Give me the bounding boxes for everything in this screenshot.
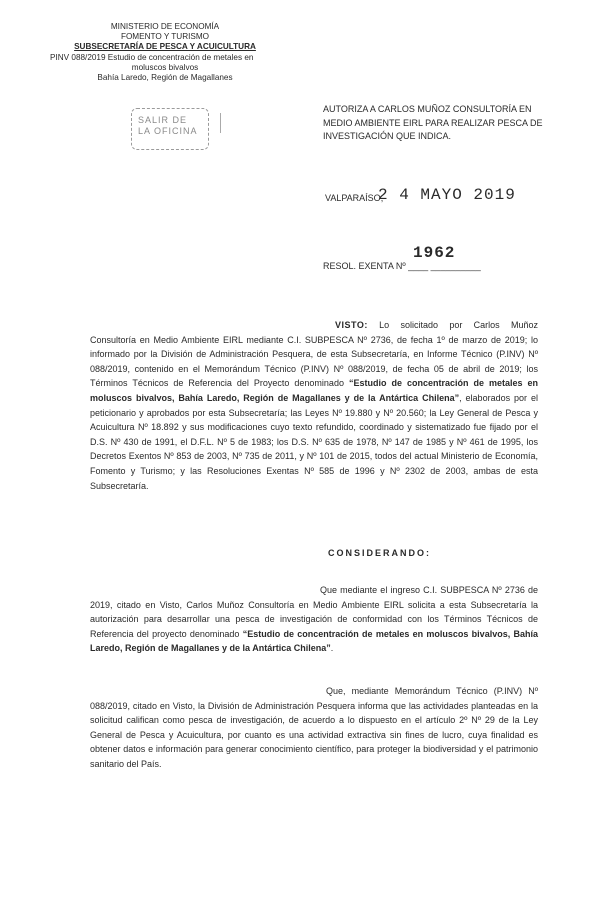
considerando-label: CONSIDERANDO: (328, 548, 432, 558)
visto-project-name: “Estudio de concentración de metales en moluscos bivalvos, Bahía Laredo, Región de Magallanes y de la Antártica Chilena” (90, 378, 538, 403)
ministry-line-1: MINISTERIO DE ECONOMÍA (110, 22, 220, 31)
considerando-paragraph-1 (90, 583, 538, 656)
letterhead (50, 22, 280, 83)
reference-line-2: moluscos bivalvos (131, 62, 199, 72)
resolution-number: 1962 (413, 244, 456, 262)
subsecretaria-line: SUBSECRETARÍA DE PESCA Y ACUICULTURA (74, 42, 256, 52)
reference-line-3: Bahía Laredo, Región de Magallanes (97, 73, 233, 83)
reference-line-1: PINV 088/2019 Estudio de concentración de metales en (50, 52, 254, 62)
considerando-p1-text: Que mediante el ingreso C.I. SUBPESCA Nº 2736 de 2019, citado en Visto, Carlos Muñoz Consultoría en Medio Ambiente EIRL solicita a esta Subsecretaría la autorización para desarrollar una pesca de investigación de conformidad con los Términos Técnicos de Referencia del proyecto denominado (90, 585, 538, 639)
stamp-mark (220, 113, 227, 133)
place-label: VALPARAÍSO, (325, 193, 384, 203)
considerando-p1-end: . (330, 643, 334, 654)
visto-text-1: Lo solicitado por Carlos Muñoz Consultoría en Medio Ambiente EIRL mediante C.I. SUBPESCA Nº 2736, de fecha 1º de marzo de 2019; lo informado por la División de Administración Pesquera, de esta Subsecretaría, en Informe Técnico (P.INV) Nº 088/2019, contenido en el Memorándum Técnico (P.INV) Nº 088/2019, de fecha 05 de abril de 2019; los Términos Técnicos de Referencia del Proyecto denominado (90, 320, 538, 389)
office-stamp (131, 108, 209, 150)
considerando-p1 (90, 583, 538, 656)
considerando-p2: Que, mediante Memorándum Técnico (P.INV) Nº 088/2019, citado en Visto, la División de Administración Pesquera informa que las actividades planteadas en la solicitud califican como pesca de investigación, de acuerdo a lo dispuesto en el artículo 2º Nº 29 de la Ley General de Pesca y Acuicultura, por cuanto es una actividad extractiva sin fines de lucro, cuya finalidad es obtener datos e información para generar conocimiento científico, para proteger la biodiversidad y el patrimonio sanitario del País. (90, 686, 538, 769)
resolution-date: 2 4 MAYO 2019 (378, 186, 516, 204)
visto-text-2: , elaborados por el peticionario y aprobados por esta Subsecretaría; las Leyes Nº 19.880 y Nº 20.560; la Ley General de Pesca y Acuicultura Nº 18.892 y sus modificaciones cuyo texto refundido, coordinado y sistematizado fue fijado por el D.S. Nº 430 de 1991, el D.F.L. Nº 5 de 1983; los D.S. Nº 635 de 1978, Nº 147 de 1985 y Nº 461 de 1995, los Decretos Exentos Nº 853 de 2003, Nº 735 de 2011, y Nº 101 de 2015, todos del actual Ministerio de Economía, Fomento y Turismo; y las Resoluciones Exentas Nº 585 de 1996 y Nº 2302 de 2003, ambas de esta Subsecretaría. (90, 392, 538, 491)
stamp-line-2: LA OFICINA (138, 126, 198, 136)
stamp-line-1: SALIR DE (138, 115, 188, 125)
considerando-paragraph-2 (90, 684, 538, 772)
visto-label: VISTO: (335, 320, 368, 330)
considerando-p1-project: “Estudio de concentración de metales en moluscos bivalvos, Bahía Laredo, Región de Magallanes y de la Antártica Chilena” (90, 628, 538, 654)
resolution-label: RESOL. EXENTA Nº (323, 261, 406, 271)
ministry-line-2: FOMENTO Y TURISMO (120, 32, 210, 42)
visto-section (90, 318, 538, 493)
visto-paragraph (90, 318, 538, 493)
resolution-title: AUTORIZA A CARLOS MUÑOZ CONSULTORÍA EN MEDIO AMBIENTE EIRL PARA REALIZAR PESCA DE INVESTIGACIÓN QUE INDICA. (323, 104, 543, 141)
resolution-label-line: RESOL. EXENTA Nº ____ __________ (323, 261, 481, 271)
